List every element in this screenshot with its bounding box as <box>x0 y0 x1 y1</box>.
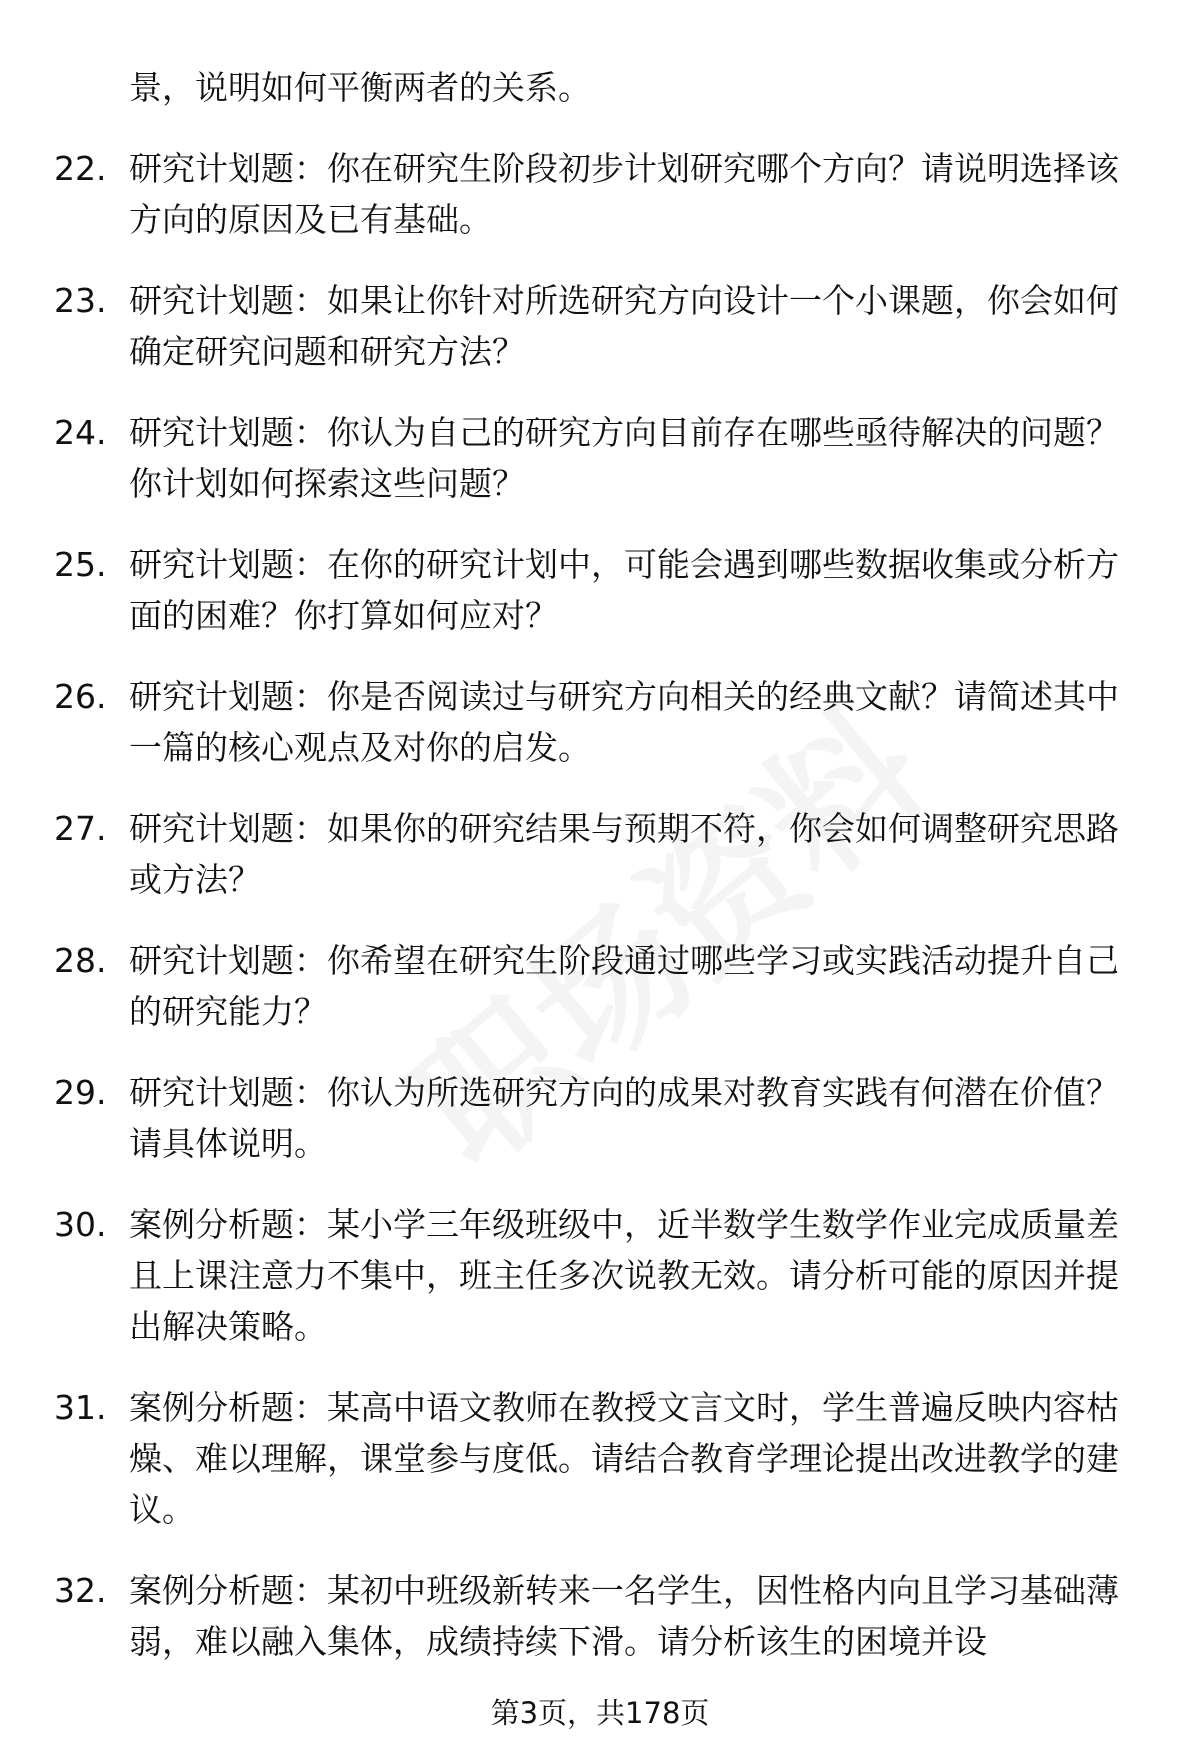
question-text: 研究计划题：如果让你针对所选研究方向设计一个小课题，你会如何确定研究问题和研究方法？ <box>129 281 1119 371</box>
question-text: 研究计划题：你认为自己的研究方向目前存在哪些亟待解决的问题？你计划如何探索这些问题？ <box>129 413 1119 503</box>
question-text: 研究计划题：在你的研究计划中，可能会遇到哪些数据收集或分析方面的困难？你打算如何应对？ <box>129 545 1119 635</box>
question-item <box>0 671 1200 773</box>
question-text: 研究计划题：如果你的研究结果与预期不符，你会如何调整研究思路或方法？ <box>129 809 1119 899</box>
question-number: 30. <box>54 1205 107 1244</box>
question-number: 22. <box>54 149 107 188</box>
question-text: 案例分析题：某高中语文教师在教授文言文时，学生普遍反映内容枯燥、难以理解，课堂参与度低。请结合教育学理论提出改进教学的建议。 <box>129 1388 1119 1529</box>
question-text: 研究计划题：你在研究生阶段初步计划研究哪个方向？请说明选择该方向的原因及已有基础。 <box>129 149 1119 239</box>
question-number: 31. <box>54 1388 107 1427</box>
question-item <box>0 1067 1200 1169</box>
question-number: 24. <box>54 413 107 452</box>
question-number: 29. <box>54 1073 107 1112</box>
page-footer: 第3页，共178页 <box>490 1696 710 1730</box>
question-number: 27. <box>54 809 107 848</box>
question-item <box>0 935 1200 1037</box>
question-text: 案例分析题：某初中班级新转来一名学生，因性格内向且学习基础薄弱，难以融入集体，成绩持续下滑。请分析该生的困境并设 <box>129 1571 1119 1661</box>
question-number: 23. <box>54 281 107 320</box>
question-item <box>0 143 1200 245</box>
question-item <box>0 275 1200 377</box>
question-text: 研究计划题：你是否阅读过与研究方向相关的经典文献？请简述其中一篇的核心观点及对你的启发。 <box>129 677 1119 767</box>
question-item <box>0 1199 1200 1352</box>
question-number: 32. <box>54 1571 107 1610</box>
question-text: 研究计划题：你希望在研究生阶段通过哪些学习或实践活动提升自己的研究能力？ <box>129 941 1119 1031</box>
question-number: 26. <box>54 677 107 716</box>
question-item <box>0 1565 1200 1667</box>
question-number: 25. <box>54 545 107 584</box>
question-item <box>0 539 1200 641</box>
question-text: 研究计划题：你认为所选研究方向的成果对教育实践有何潜在价值？请具体说明。 <box>129 1073 1119 1163</box>
question-item <box>0 407 1200 509</box>
question-text: 案例分析题：某小学三年级班级中，近半数学生数学作业完成质量差且上课注意力不集中，班主任多次说教无效。请分析可能的原因并提出解决策略。 <box>129 1205 1119 1346</box>
question-list <box>0 143 1200 1697</box>
question-item <box>0 1382 1200 1535</box>
continuation-text: 景，说明如何平衡两者的关系。 <box>129 68 591 107</box>
question-item <box>0 803 1200 905</box>
question-number: 28. <box>54 941 107 980</box>
